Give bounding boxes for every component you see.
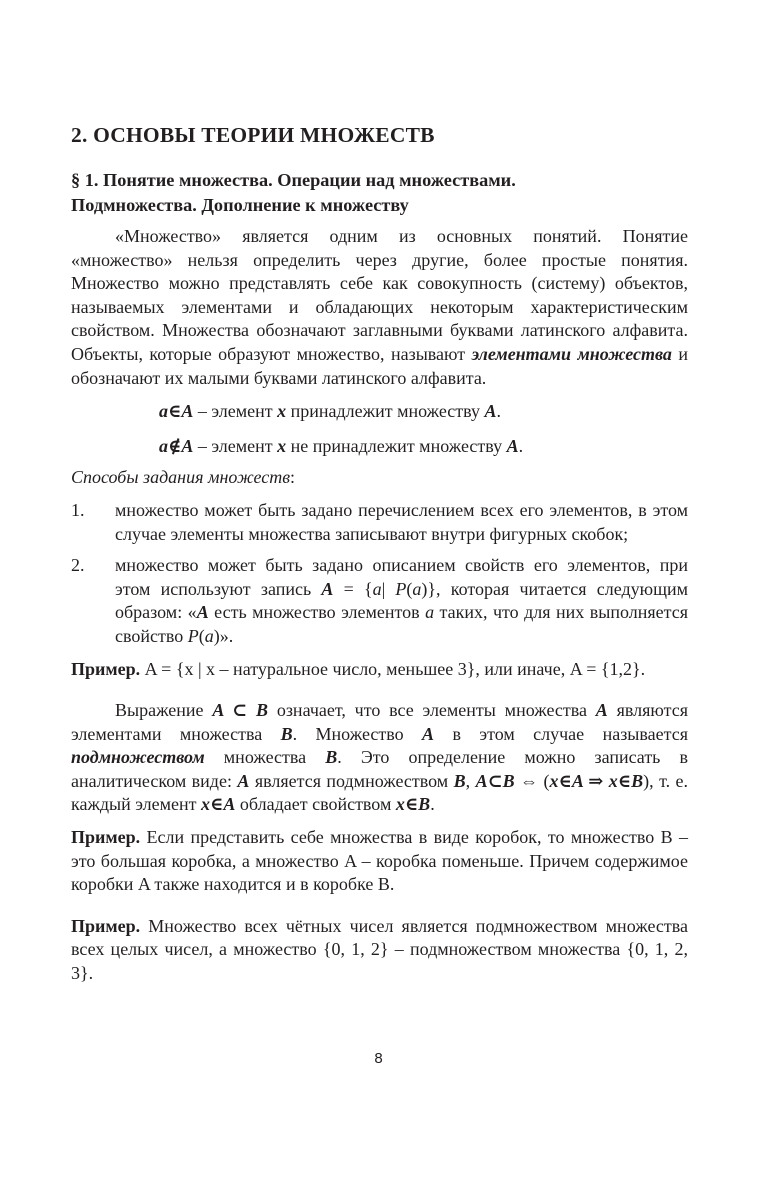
example-3-text: Множество всех чётных чисел является подмножеством множества всех целых чисел, а множество {0, 1, 2} – подмножеством множества {0, 1, 2, 3}.	[71, 915, 688, 984]
term-set-elements: элементами множества	[471, 343, 672, 364]
subset-A1: A	[595, 700, 608, 721]
example-label: Пример.	[71, 827, 141, 848]
intro-text-before: «Множество» является одним из основных понятий. Понятие «множество» нельзя определить через другие, более простые понятия. Множество можно представлять себе как совокупность (систему) объектов, называемых элементами и обладающих некоторым характеристическим свойством. Множества обозначают заглавными буквами латинского алфавита. Объекты, которые образуют множество, называют	[71, 226, 688, 364]
list-item	[71, 554, 688, 648]
example-1-text: A = {x | x – натуральное число, меньшее 3}, или иначе, A = {1,2}.	[140, 658, 646, 679]
term-subset: подмножеством	[71, 747, 205, 768]
li2-t7: таких, что для них выполняется свойство	[115, 602, 689, 646]
li2-a3: a	[425, 602, 435, 623]
example-3	[71, 915, 688, 986]
subset-t1: Выражение	[115, 700, 213, 721]
formula-belongs	[71, 400, 688, 424]
li2-A2: A	[196, 602, 209, 623]
formula-belongs-rest: принадлежит множеству	[286, 401, 485, 422]
subset-t10: (	[538, 770, 550, 791]
subset-t7: . Это определение можно записать в аналитическом виде:	[71, 747, 689, 791]
subset-B2: B	[325, 747, 338, 768]
subset-t2: означает, что все элементы множества	[268, 700, 596, 721]
li2-t5: )}, которая читается следующим образом: «	[115, 578, 688, 623]
subset-expr2: A⊂B ⇔	[475, 770, 539, 791]
subset-expr4: x∈A	[201, 794, 236, 815]
ways-colon: :	[290, 467, 296, 488]
list-item	[71, 499, 688, 546]
subset-t11: ), т. е. каждый элемент	[71, 770, 689, 815]
li2-t1: множество может быть задано описанием свойств его элементов, при этом используют запись	[115, 555, 688, 599]
subset-expr3: x∈A ⇒ x∈B	[549, 770, 644, 791]
li2-t9: )».	[213, 625, 234, 646]
ways-heading	[71, 466, 688, 490]
li2-t4: (	[406, 578, 413, 599]
li2-P2: P	[187, 625, 199, 646]
section-title-line-2: Подмножества. Дополнение к множеству	[71, 195, 409, 215]
li2-a4: a	[204, 625, 214, 646]
formula-belongs-text: – элемент	[193, 401, 278, 422]
example-2-text: Если представить себе множества в виде коробок, то множество B – это большая коробка, а множество A – коробка поменьше. Причем содержимое коробки A также находится и в коробке B.	[71, 827, 688, 895]
subset-B1: B	[280, 723, 293, 744]
subset-t13: .	[430, 794, 435, 815]
subset-expr5: x∈B	[395, 794, 431, 815]
formula-belongs-end: .	[496, 401, 502, 422]
li2-P: P	[395, 578, 407, 599]
document-page	[71, 122, 688, 1004]
subset-B3: B	[453, 770, 466, 791]
example-1	[71, 658, 688, 682]
subset-t6: множества	[204, 747, 326, 768]
formula-belongs-var: x	[277, 401, 287, 422]
subset-t12: обладает свойством	[235, 794, 396, 815]
section-title-line-1: § 1. Понятие множества. Операции над множествами.	[71, 170, 516, 190]
formula-not-belongs-text: – элемент	[193, 435, 278, 456]
chapter-title: 2. ОСНОВЫ ТЕОРИИ МНОЖЕСТВ	[71, 123, 435, 147]
subset-paragraph	[71, 699, 688, 817]
subset-t4: . Множество	[292, 723, 423, 744]
ways-list	[71, 499, 688, 649]
list-item-number: 1.	[71, 499, 85, 520]
formula-not-belongs-lhs: a∉A	[159, 435, 194, 456]
subset-A2: A	[422, 723, 435, 744]
subset-A3: A	[237, 770, 250, 791]
formula-not-belongs-rest: не принадлежит множеству	[286, 435, 507, 456]
example-label: Пример.	[71, 915, 141, 936]
formula-not-belongs-end: .	[518, 435, 524, 456]
intro-text-after: и обозначают их малыми буквами латинского алфавита.	[71, 343, 688, 388]
subset-t5: в этом случае называется	[434, 723, 688, 744]
page-number: 8	[374, 1050, 383, 1067]
formula-not-belongs-set: A	[506, 435, 519, 456]
subset-expr: A ⊂ B	[212, 700, 269, 721]
formula-not-belongs	[71, 435, 688, 459]
li2-a: a	[372, 578, 382, 599]
formula-not-belongs-var: x	[277, 435, 287, 456]
list-item-number: 2.	[71, 555, 85, 576]
li2-t2: = {	[333, 578, 373, 599]
li2-t6: есть множество элементов	[208, 602, 426, 623]
li2-t8: (	[198, 625, 205, 646]
li2-A: A	[321, 578, 334, 599]
example-2	[71, 826, 688, 897]
formula-belongs-set: A	[484, 401, 497, 422]
ways-label: Способы задания множеств	[71, 467, 291, 488]
list-item-text	[115, 554, 688, 648]
subset-t8: является подмножеством	[249, 770, 454, 791]
subset-t9: ,	[465, 770, 476, 791]
li2-t3: |	[381, 578, 396, 599]
example-label: Пример.	[71, 658, 141, 679]
section-title	[71, 168, 688, 218]
list-item-text: множество может быть задано перечислением всех его элементов, в этом случае элементы множества записывают внутри фигурных скобок;	[115, 499, 688, 544]
li2-a2: a	[412, 578, 422, 599]
subset-t3: являются элементами множества	[71, 700, 688, 744]
intro-paragraph	[71, 225, 688, 390]
formula-belongs-lhs: a∈A	[159, 401, 194, 422]
